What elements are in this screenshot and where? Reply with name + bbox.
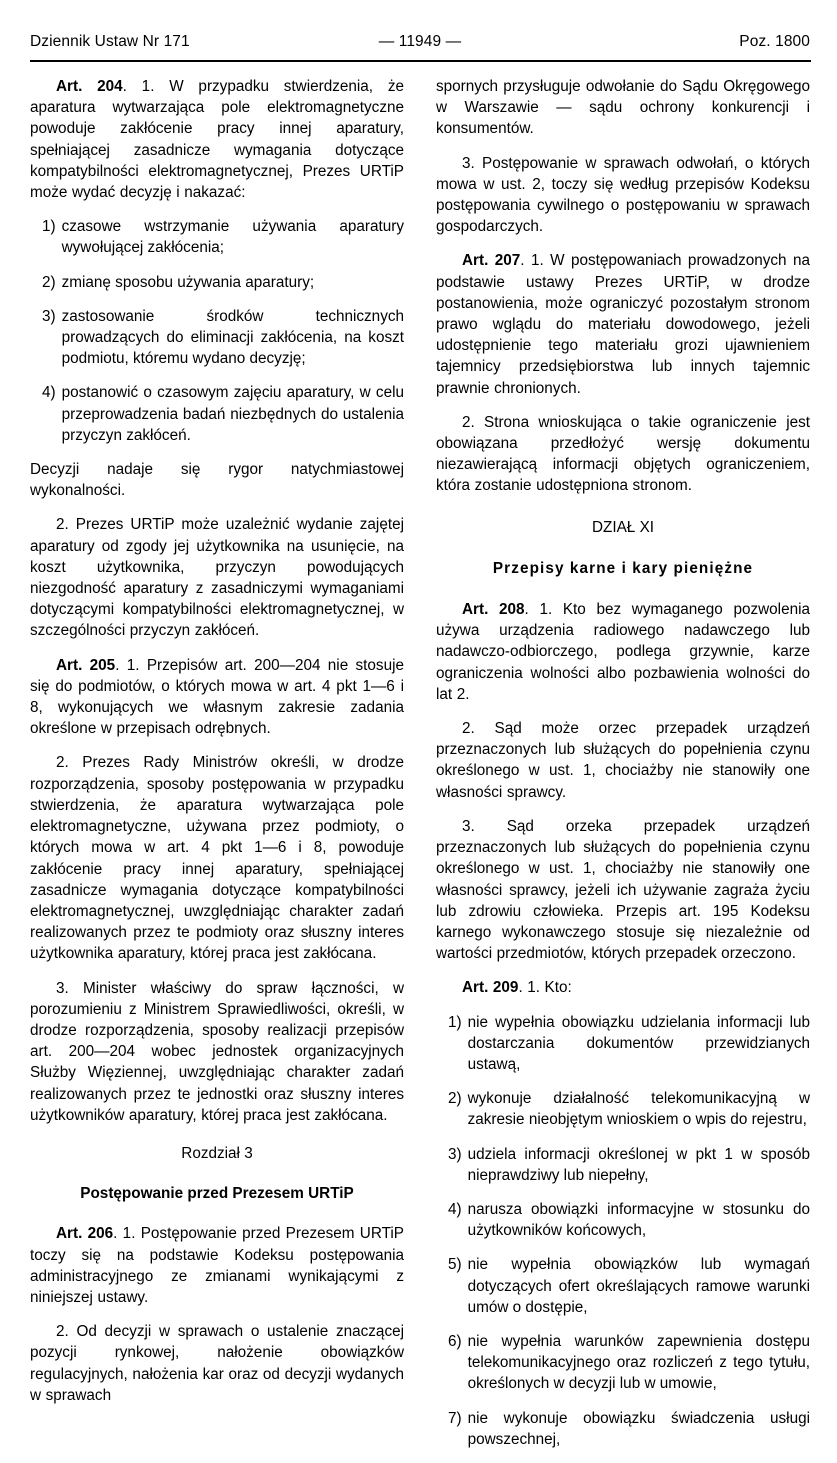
list-marker: 3) — [42, 307, 56, 325]
page-number: — 11949 — — [378, 33, 462, 50]
list-item — [30, 382, 404, 446]
header-divider — [30, 60, 811, 62]
list-text: nie wypełnia warunków zapewnienia dostępu telekomunikacyjnego oraz rozliczeń z tego tytułu, określonych w decyzji lub w umowie, — [467, 1332, 810, 1393]
list-item — [436, 1144, 810, 1186]
list-text: udziela informacji określonej w pkt 1 w sposób nieprawdziwy lub niepełny, — [467, 1145, 810, 1184]
list-text: czasowe wstrzymanie używania aparatury wywołującej zakłócenia; — [61, 218, 404, 257]
list-marker: 2) — [42, 273, 56, 291]
list-marker: 4) — [42, 384, 56, 402]
article-205-section-1 — [30, 655, 404, 740]
list-marker: 7) — [448, 1409, 462, 1427]
list-marker: 4) — [448, 1200, 462, 1218]
article-207-section-2: 2. Strona wnioskująca o takie ograniczenie jest obowiązana przedłożyć wersję dokumentu niezawierającą informacji objętych ograniczeniem, która zostanie udostępniona stronom. — [436, 413, 810, 495]
chapter-heading: Rozdział 3 — [181, 1144, 253, 1162]
list-item — [436, 1088, 810, 1130]
article-205-section-2: 2. Prezes Rady Ministrów określi, w drodze rozporządzenia, sposoby postępowania w przypadku stwierdzenia, że aparatura wytwarzająca pole elektromagnetyczne, używana przez podmioty, o których mowa w art. 4 pkt 1—6 i 8, powoduje zakłócenie pracy innej aparatury, spełniającej zasadnicze wymagania dotyczące kompatybilności elektromagnetycznej, uwzględniając charakter zadań realizowanych przez te podmioty oraz słuszny interes użytkownika aparatury, której praca jest zakłócana. — [30, 754, 404, 963]
list-marker: 3) — [448, 1145, 462, 1163]
running-head-right: Poz. 1800 — [739, 33, 810, 50]
list-marker: 2) — [448, 1090, 462, 1108]
article-204-closing: Decyzji nadaje się rygor natychmiastowej wykonalności. — [30, 461, 404, 500]
running-head-left: Dziennik Ustaw Nr 171 — [30, 33, 190, 50]
article-204-label: Art. 204 — [56, 78, 123, 95]
list-item — [30, 306, 404, 370]
article-204-section-2: 2. Prezes URTiP może uzależnić wydanie zajętej aparatury od zgody jej użytkownika na usunięcie, na koszt użytkownika, przyczyn powodujących niezgodność aparatury z zasadniczymi wymaganiami dotyczącymi kompatybilności elektromagnetycznej, w szczególności przyczyn zakłóceń. — [30, 516, 404, 640]
list-text: nie wykonuje obowiązku świadczenia usługi powszechnej, — [467, 1409, 810, 1448]
article-209-label: Art. 209 — [462, 979, 519, 997]
division-heading: DZIAŁ XI — [591, 518, 655, 536]
article-206-section-1 — [30, 1223, 404, 1308]
article-208-text: . 1. Kto bez wymaganego pozwolenia używa urządzenia radiowego nadawczego lub nadawczo-odbiorczego, podlega grzywnie, karze ograniczenia wolności albo pozbawienia wolności do lat 2. — [436, 601, 810, 703]
list-marker: 1) — [448, 1013, 462, 1031]
article-204-intro — [30, 76, 404, 203]
chapter-title: Postępowanie przed Prezesem URTiP — [80, 1185, 354, 1203]
article-207-text: . 1. W postępowaniach prowadzonych na podstawie ustawy Prezes URTiP, w drodze postanowienia, może ograniczyć pozostałym stronom prawo wglądu do materiału dowodowego, jeżeli udostępnienie tego materiału grozi ujawnieniem tajemnicy przedsiębiorstwa lub innych tajemnic prawnie chronionych. — [436, 252, 810, 397]
article-209-text: . 1. Kto: — [518, 979, 572, 997]
article-208-section-3: 3. Sąd orzeka przepadek urządzeń przeznaczonych lub służących do popełnienia czynu określonego w ust. 1, chociażby nie stanowiły one własności sprawcy, jeżeli ich używanie zagraża życiu lub zdrowiu człowieka. Przepis art. 195 Kodeksu karnego wykonawczego stosuje się niezależnie od wartości przedmiotów, których przepadek orzeczono. — [436, 817, 810, 963]
article-207-label: Art — [462, 252, 485, 270]
article-205-section-3: 3. Minister właściwy do spraw łączności, w porozumieniu z Ministrem Sprawiedliwości, określi, w drodze rozporządzenia, sposoby realizacji przepisów art. 200—204 wobec jednostek organizacyjnych Służby Więziennej, uwzględniając charakter zadań realizowanych przez te jednostki oraz słuszny interes użytkowników aparatury, której praca jest zakłócana. — [30, 979, 404, 1124]
article-208-label: Art. 208 — [462, 601, 525, 619]
list-marker: 1) — [42, 218, 56, 236]
list-marker: 6) — [448, 1332, 462, 1350]
article-205-label: Art. 205 — [56, 656, 116, 674]
list-text: wykonuje działalność telekomunikacyjną w zakresie nieobjętym wnioskiem o wpis do rejestru, — [467, 1090, 810, 1129]
list-item — [436, 1331, 810, 1395]
list-item — [30, 216, 404, 258]
article-206-section-3: 3. Postępowanie w sprawach odwołań, o których mowa w ust. 2, toczy się według przepisów Kodeksu postępowania cywilnego o postępowaniu w sprawach gospodarczych. — [436, 154, 810, 236]
list-item — [436, 1254, 810, 1318]
article-208-section-2: 2. Sąd może orzec przepadek urządzeń przeznaczonych lub służących do popełnienia czynu określonego w ust. 1, chociażby nie stanowiły one własności sprawcy. — [436, 720, 810, 801]
list-marker: 5) — [448, 1256, 462, 1274]
list-text: narusza obowiązki informacyjne w stosunku do użytkowników końcowych, — [467, 1200, 810, 1240]
article-204-text: . 1. W przypadku stwierdzenia, że aparatura wytwarzająca pole elektromagnetyczne powoduje zakłócenie pracy innej aparatury, spełniającej zasadnicze wymagania dotyczące kompatybilności elektromagnetycznej, Prezes URTiP może wydać decyzję i nakazać: — [30, 78, 404, 202]
list-text: zastosowanie środków technicznych prowadzących do eliminacji zakłócenia, na koszt podmiotu, któremu wydano decyzję; — [61, 307, 404, 368]
article-206-label: Art. 206 — [56, 1225, 114, 1243]
article-206-text: . 1. Postępowanie przed Prezesem URTiP toczy się na podstawie Kodeksu postępowania administracyjnego ze zmianami wynikającymi z niniejszej ustawy. — [30, 1225, 404, 1306]
division-title: Przepisy karne i kary pieniężne — [492, 559, 754, 577]
list-item — [436, 1408, 810, 1450]
right-column — [436, 76, 810, 1463]
list-item — [436, 1012, 810, 1076]
article-205-text: . 1. Przepisów art. 200—204 nie stosuje się do podmiotów, o których mowa w art. 4 pkt 1—6 i 8, wykonujących we własnym zakresie zadania określone w przepisach odrębnych. — [30, 656, 404, 738]
left-column — [30, 76, 404, 1463]
running-head — [30, 33, 810, 51]
article-206-section-2-continued: spornych przysługuje odwołanie do Sądu Okręgowego w Warszawie — sądu ochrony konkurencji i konsumentów. — [436, 78, 810, 138]
article-207-number: . 207 — [484, 252, 521, 270]
list-text: nie wypełnia obowiązku udzielania informacji lub dostarczania dokumentów przewidzianych ustawą, — [467, 1013, 810, 1073]
list-text: nie wypełnia obowiązków lub wymagań dotyczących ofert określających ramowe warunki umów o dostępie, — [467, 1256, 810, 1316]
list-item — [30, 272, 404, 293]
list-text: zmianę sposobu używania aparatury; — [61, 273, 315, 291]
article-207-section-1 — [436, 250, 810, 398]
article-208-section-1 — [436, 599, 810, 705]
two-column-body — [30, 76, 811, 1463]
list-item — [436, 1199, 810, 1241]
article-209-intro — [436, 977, 810, 998]
list-text: postanowić o czasowym zajęciu aparatury, w celu przeprowadzenia badań niezbędnych do ustalenia przyczyn zakłóceń. — [61, 384, 404, 444]
article-206-section-2: 2. Od decyzji w sprawach o ustalenie znaczącej pozycji rynkowej, nałożenie obowiązków regulacyjnych, nałożenia kar oraz od decyzji wydanych w sprawach — [30, 1323, 404, 1404]
